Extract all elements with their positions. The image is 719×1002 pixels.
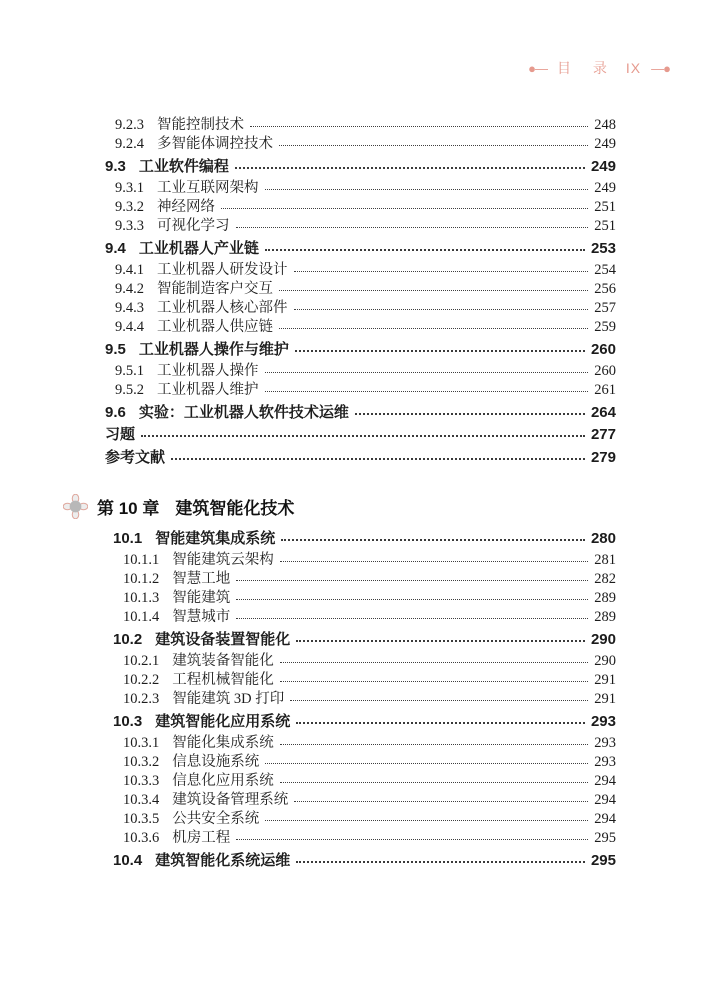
toc-entry-page: 248 xyxy=(594,117,616,133)
dot-leader xyxy=(171,447,585,459)
toc-entry-page: 260 xyxy=(594,363,616,379)
toc-entry-number: 10.3.6 xyxy=(123,830,160,846)
dot-leader xyxy=(296,711,585,723)
toc-entry-page: 251 xyxy=(594,199,616,215)
toc-entry-title: 建筑设备装置智能化 xyxy=(155,630,291,648)
toc-entry-page: 256 xyxy=(594,281,616,297)
dot-leader xyxy=(221,198,588,209)
toc-row[interactable] xyxy=(105,280,616,299)
toc-entry-number: 9.4.1 xyxy=(115,262,144,278)
toc-entry-number: 10.1 xyxy=(113,529,143,547)
dot-leader xyxy=(296,850,585,862)
toc-row[interactable] xyxy=(105,157,616,177)
toc-entry-number: 10.3.2 xyxy=(123,754,160,770)
toc-entry-title: 建筑装备智能化 xyxy=(172,653,274,669)
toc-row[interactable] xyxy=(113,589,616,608)
toc-row[interactable] xyxy=(105,318,616,337)
toc-entry-page: 249 xyxy=(590,157,616,175)
toc-entry-title: 建筑智能化应用系统 xyxy=(155,712,291,730)
toc-row[interactable] xyxy=(113,753,616,772)
toc-entry-title: 建筑设备管理系统 xyxy=(172,792,289,808)
toc-entry-title: 可视化学习 xyxy=(157,218,230,234)
header-title: 目 录 xyxy=(557,60,616,76)
toc-row[interactable] xyxy=(105,448,616,468)
toc-row[interactable] xyxy=(105,261,616,280)
toc-row[interactable] xyxy=(113,551,616,570)
toc-row[interactable] xyxy=(113,712,616,732)
toc-row[interactable] xyxy=(105,362,616,381)
toc-entry-title: 工业互联网架构 xyxy=(157,180,259,196)
dot-leader xyxy=(296,629,585,641)
toc-entry-number: 10.3.1 xyxy=(123,735,160,751)
toc-entry-page: 249 xyxy=(594,180,616,196)
dot-leader xyxy=(279,318,588,329)
toc-entry-title: 信息化应用系统 xyxy=(172,773,274,789)
toc-entry-number: 9.3.1 xyxy=(115,180,144,196)
toc-entry-number: 10.3.4 xyxy=(123,792,160,808)
toc-entry-number: 9.3.2 xyxy=(115,199,144,215)
toc-entry-page: 257 xyxy=(594,300,616,316)
toc-entry-title: 工业机器人操作 xyxy=(157,363,259,379)
toc-entry-number: 10.1.1 xyxy=(123,552,160,568)
toc-row[interactable] xyxy=(113,671,616,690)
dot-leader xyxy=(265,238,585,250)
toc-entry-page: 293 xyxy=(594,754,616,770)
toc-entry-page: 261 xyxy=(594,382,616,398)
toc-entry-number: 10.4 xyxy=(113,851,143,869)
dot-leader xyxy=(279,280,588,291)
toc-entry-title: 多智能体调控技术 xyxy=(157,136,273,152)
toc-entry-page: 279 xyxy=(590,448,616,466)
dot-leader xyxy=(265,381,589,392)
dot-leader xyxy=(281,528,585,540)
toc-entry-title: 工业机器人操作与维护 xyxy=(138,340,289,358)
toc-entry-title: 机房工程 xyxy=(172,830,231,846)
toc-row[interactable] xyxy=(105,381,616,400)
toc-row[interactable] xyxy=(105,135,616,154)
chapter10-heading-label: 第 10 章 xyxy=(97,498,160,518)
toc-entry-number: 10.3.3 xyxy=(123,773,160,789)
chapter10-heading-title: 建筑智能化技术 xyxy=(175,498,295,518)
toc-row[interactable] xyxy=(113,570,616,589)
dot-leader xyxy=(290,690,588,701)
toc-entry-page: 295 xyxy=(594,830,616,846)
toc-entry-number: 10.3.5 xyxy=(123,811,160,827)
toc-row[interactable] xyxy=(105,217,616,236)
dot-leader xyxy=(280,671,589,682)
toc-entry-title: 参考文献 xyxy=(105,448,166,466)
toc-entry-number: 10.2.2 xyxy=(123,672,160,688)
dot-leader xyxy=(236,589,588,600)
toc-row[interactable] xyxy=(105,299,616,318)
toc-entry-number: 9.4.2 xyxy=(115,281,144,297)
toc-entry-title: 智慧工地 xyxy=(172,571,231,587)
toc-entry-page: 254 xyxy=(594,262,616,278)
toc-entry-title: 神经网络 xyxy=(157,199,215,215)
toc-row[interactable] xyxy=(105,198,616,217)
toc-entry-page: 281 xyxy=(594,552,616,568)
dot-leader xyxy=(265,753,588,764)
toc-row[interactable] xyxy=(113,810,616,829)
dot-leader xyxy=(280,652,589,663)
toc-entry-page: 289 xyxy=(594,609,616,625)
toc-entry-page: 264 xyxy=(590,403,616,421)
running-header xyxy=(528,58,670,78)
toc-entry-page: 251 xyxy=(594,218,616,234)
toc-row[interactable] xyxy=(113,529,616,549)
toc-entry-page: 249 xyxy=(594,136,616,152)
toc-entry-number: 10.2 xyxy=(113,630,143,648)
dot-leader xyxy=(295,339,585,351)
toc-entry-title: 建筑智能化系统运维 xyxy=(155,851,291,869)
toc-entry-number: 9.6 xyxy=(105,403,126,421)
toc-entry-page: 290 xyxy=(590,630,616,648)
toc-entry-number: 9.3.3 xyxy=(115,218,144,234)
toc-entry-page: 253 xyxy=(590,239,616,257)
dot-leader xyxy=(265,179,589,190)
toc-entry-number: 9.5 xyxy=(105,340,126,358)
toc-row[interactable] xyxy=(113,791,616,810)
toc-entry-title: 智慧城市 xyxy=(172,609,231,625)
toc-entry-title: 智能化集成系统 xyxy=(172,735,274,751)
toc-entry-page: 277 xyxy=(590,426,616,443)
toc-content xyxy=(97,116,616,873)
chapter10-toc-list xyxy=(105,529,616,871)
dot-leader xyxy=(280,734,589,745)
toc-entry-page: 295 xyxy=(590,851,616,869)
toc-entry-title: 智能建筑云架构 xyxy=(172,552,274,568)
toc-entry-number: 10.1.3 xyxy=(123,590,160,606)
dot-leader xyxy=(265,362,589,373)
toc-entry-title: 工业机器人维护 xyxy=(157,382,259,398)
dot-leader xyxy=(294,261,589,272)
toc-entry-number: 10.2.3 xyxy=(123,691,160,707)
toc-entry-title: 实验：工业机器人软件技术运维 xyxy=(138,403,349,421)
toc-row[interactable] xyxy=(113,851,616,871)
toc-entry-number: 9.2.3 xyxy=(115,117,144,133)
dot-leader xyxy=(250,116,588,127)
toc-entry-title: 工业机器人研发设计 xyxy=(157,262,288,278)
dot-leader xyxy=(355,402,585,414)
toc-entry-page: 291 xyxy=(594,672,616,688)
toc-entry-page: 289 xyxy=(594,590,616,606)
dot-leader xyxy=(279,135,588,146)
dot-leader xyxy=(280,551,589,562)
toc-row[interactable] xyxy=(113,690,616,709)
toc-entry-number: 10.1.2 xyxy=(123,571,160,587)
toc-row[interactable] xyxy=(113,608,616,627)
toc-entry-number: 9.3 xyxy=(105,157,126,175)
toc-entry-page: 294 xyxy=(594,773,616,789)
toc-entry-page: 294 xyxy=(594,792,616,808)
toc-entry-title: 信息设施系统 xyxy=(172,754,260,770)
toc-entry-title: 工业机器人产业链 xyxy=(138,239,259,257)
dot-leader xyxy=(236,570,588,581)
toc-entry-number: 9.5.2 xyxy=(115,382,144,398)
toc-entry-page: 293 xyxy=(590,712,616,730)
toc-row[interactable] xyxy=(105,340,616,360)
toc-entry-page: 290 xyxy=(594,653,616,669)
toc-row[interactable] xyxy=(113,772,616,791)
chapter9-toc-list xyxy=(105,116,616,468)
toc-entry-number: 9.5.1 xyxy=(115,363,144,379)
toc-row[interactable] xyxy=(105,116,616,135)
dot-leader xyxy=(236,217,589,228)
toc-row[interactable] xyxy=(113,652,616,671)
toc-entry-number: 10.1.4 xyxy=(123,609,160,625)
toc-entry-page: 294 xyxy=(594,811,616,827)
toc-entry-title: 智能建筑 xyxy=(172,590,231,606)
toc-entry-number: 9.4.3 xyxy=(115,300,144,316)
toc-row[interactable] xyxy=(105,239,616,259)
dot-leader xyxy=(280,772,589,783)
toc-entry-page: 260 xyxy=(590,340,616,358)
toc-entry-number: 9.4 xyxy=(105,239,126,257)
toc-entry-title: 工业机器人核心部件 xyxy=(157,300,288,316)
toc-entry-title: 工业机器人供应链 xyxy=(157,319,273,335)
dot-leader xyxy=(294,791,588,802)
toc-row[interactable] xyxy=(113,630,616,650)
toc-entry-page: 280 xyxy=(590,529,616,547)
dot-leader xyxy=(235,156,585,168)
toc-entry-page: 282 xyxy=(594,571,616,587)
toc-row[interactable] xyxy=(105,403,616,423)
toc-row[interactable] xyxy=(113,734,616,753)
toc-entry-title: 智能制造客户交互 xyxy=(157,281,273,297)
toc-row[interactable] xyxy=(105,179,616,198)
header-ornament-left-icon: ●— xyxy=(528,60,548,76)
toc-entry-number: 9.4.4 xyxy=(115,319,144,335)
toc-entry-page: 291 xyxy=(594,691,616,707)
header-page-number: IX xyxy=(625,60,642,76)
toc-entry-title: 习题 xyxy=(105,426,136,443)
chapter10-heading xyxy=(63,494,616,519)
toc-entry-title: 工程机械智能化 xyxy=(172,672,274,688)
toc-entry-number: 10.2.1 xyxy=(123,653,160,669)
toc-entry-title: 智能建筑 3D 打印 xyxy=(172,691,285,707)
toc-row[interactable] xyxy=(113,829,616,848)
header-ornament-right-icon: —● xyxy=(651,60,670,76)
toc-entry-title: 公共安全系统 xyxy=(172,811,260,827)
dot-leader xyxy=(294,299,589,310)
toc-entry-number: 10.3 xyxy=(113,712,143,730)
toc-entry-title: 智能控制技术 xyxy=(157,117,244,133)
dot-leader xyxy=(236,608,588,619)
toc-entry-page: 293 xyxy=(594,735,616,751)
toc-row[interactable] xyxy=(105,425,616,445)
toc-entry-title: 工业软件编程 xyxy=(138,157,229,175)
toc-entry-title: 智能建筑集成系统 xyxy=(155,529,276,547)
dot-leader xyxy=(141,425,585,437)
toc-entry-page: 259 xyxy=(594,319,616,335)
dot-leader xyxy=(236,829,588,840)
dot-leader xyxy=(265,810,588,821)
four-petal-compass-icon xyxy=(63,494,88,519)
toc-entry-number: 9.2.4 xyxy=(115,136,144,152)
